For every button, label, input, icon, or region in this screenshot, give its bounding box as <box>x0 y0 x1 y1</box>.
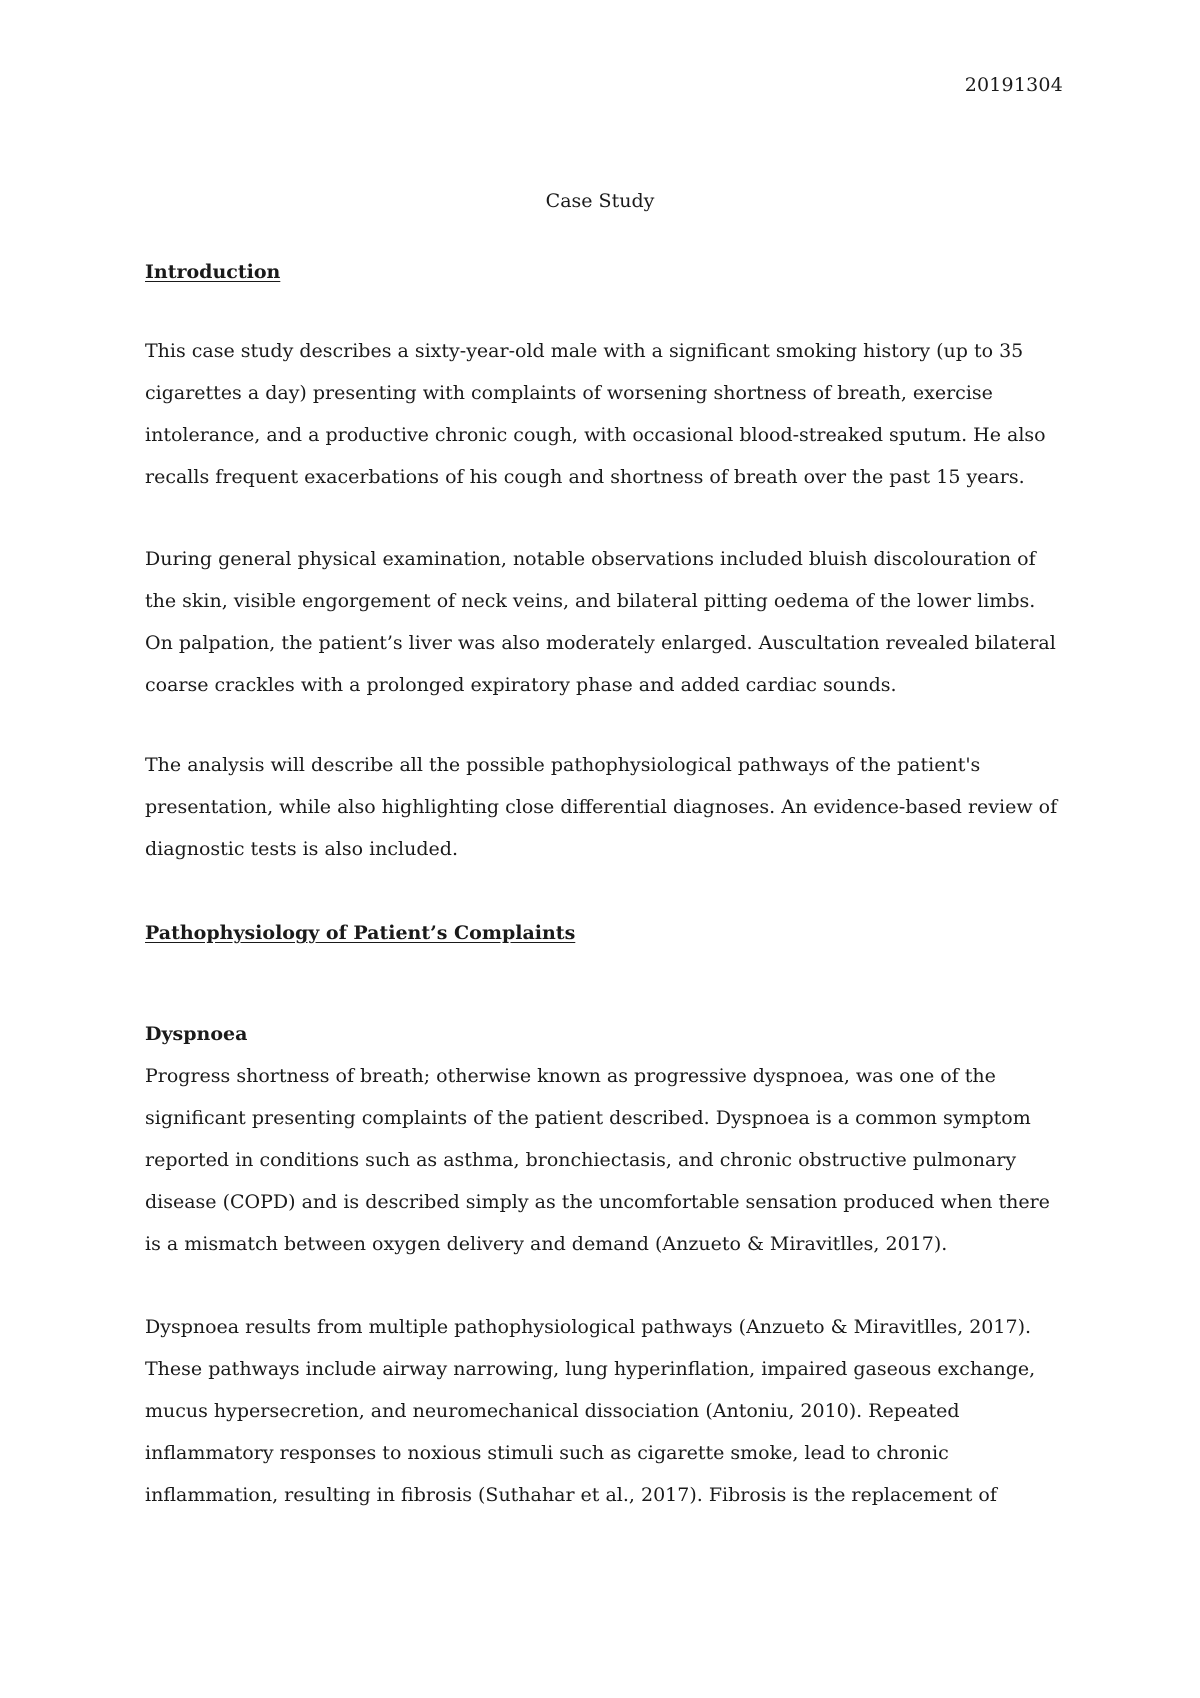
pathophysiology-heading-block <box>145 912 1065 954</box>
introduction-paragraph-2 <box>145 538 1065 706</box>
introduction-heading: Introduction <box>145 261 281 283</box>
paragraph-text: This case study describes a sixty-year-old male with a significant smoking history (up to 35 cigarettes a day) presenting with complaints of worsening shortness of breath, exercise intolerance, and a productive chronic cough, with occasional blood-streaked sputum. He also recalls frequent exacerbations of his cough and shortness of breath over the past 15 years. <box>145 340 1046 488</box>
introduction-paragraph-3 <box>145 744 1065 870</box>
document-title: Case Study <box>545 190 655 212</box>
paragraph-text: Progress shortness of breath; otherwise known as progressive dyspnoea, was one of the significant presenting complaints of the patient described. Dyspnoea is a common symptom reported in conditions such as asthma, bronchiectasis, and chronic obstructive pulmonary disease (COPD) and is described simply as the uncomfortable sensation produced when there is a mismatch between oxygen delivery and demand (Anzueto & Miravitlles, 2017). <box>145 1065 1050 1255</box>
student-id-header: 20191304 <box>964 74 1063 96</box>
introduction-paragraph-1 <box>145 330 1065 498</box>
dyspnoea-paragraph-1 <box>145 1055 1065 1265</box>
paragraph-text: The analysis will describe all the possible pathophysiological pathways of the patient's presentation, while also highlighting close differential diagnoses. An evidence-based review of diagnostic tests is also included. <box>145 754 1058 860</box>
dyspnoea-heading: Dyspnoea <box>145 1023 248 1045</box>
dyspnoea-paragraph-2 <box>145 1306 1065 1516</box>
dyspnoea-heading-block <box>145 1013 1065 1055</box>
introduction-heading-block <box>145 251 1065 293</box>
paragraph-text: During general physical examination, notable observations included bluish discolouration of the skin, visible engorgement of neck veins, and bilateral pitting oedema of the lower limbs. On palpation, the patient’s liver was also moderately enlarged. Auscultation revealed bilateral coarse crackles with a prolonged expiratory phase and added cardiac sounds. <box>145 548 1056 696</box>
paragraph-text: Dyspnoea results from multiple pathophysiological pathways (Anzueto & Miravitlles, 2017). These pathways include airway narrowing, lung hyperinflation, impaired gaseous exchange, mucus hypersecretion, and neuromechanical dissociation (Antoniu, 2010). Repeated inflammatory responses to noxious stimuli such as cigarette smoke, lead to chronic inflammation, resulting in fibrosis (Suthahar et al., 2017). Fibrosis is the replacement of <box>145 1316 1036 1506</box>
pathophysiology-heading: Pathophysiology of Patient’s Complaints <box>145 922 576 944</box>
